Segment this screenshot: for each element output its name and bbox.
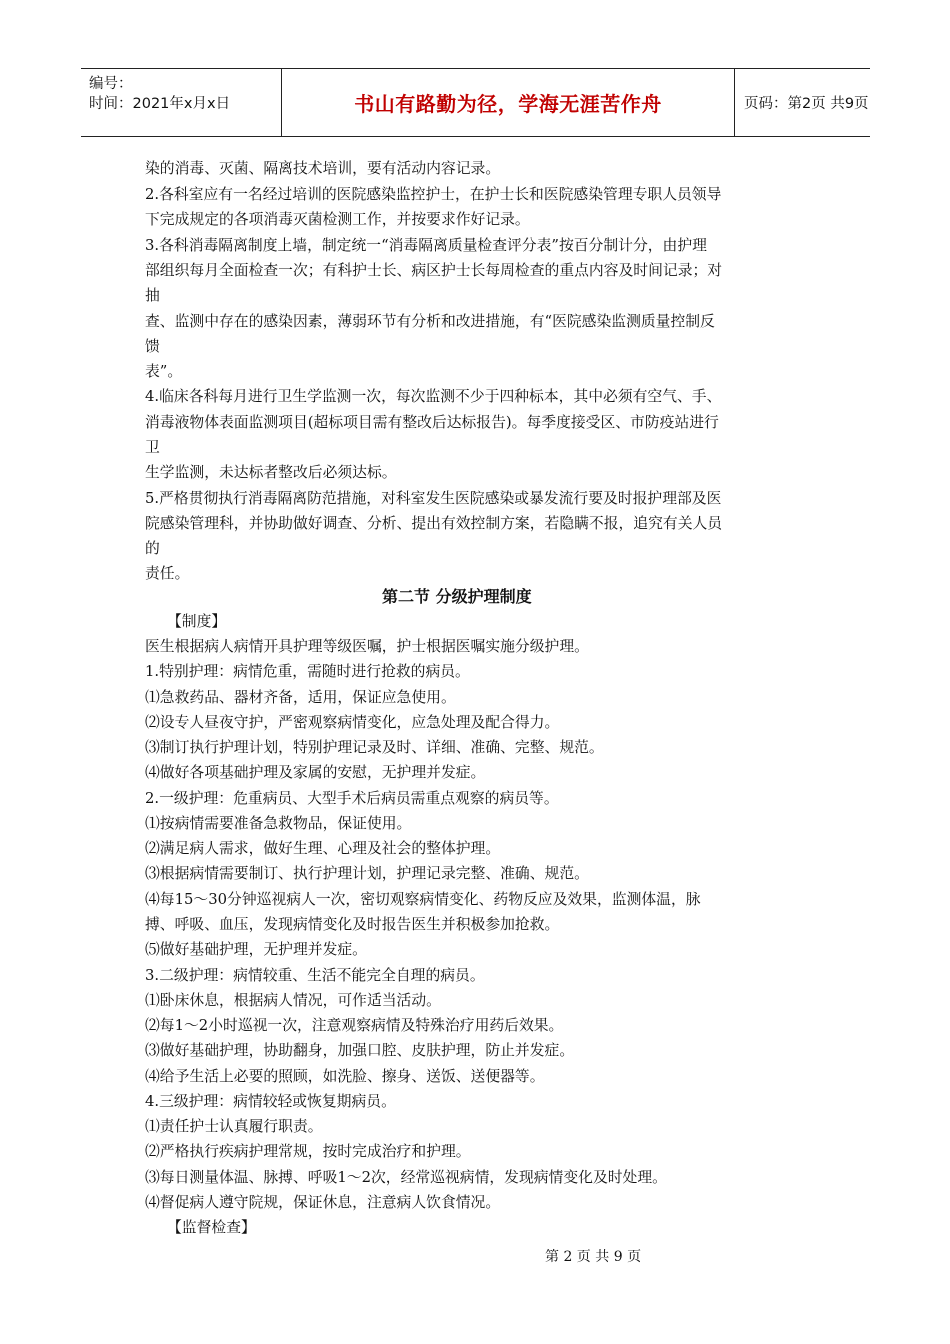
text-line: 抽 bbox=[145, 287, 160, 304]
text-line: ⑶做好基础护理，协助翻身，加强口腔、皮肤护理，防止并发症。 bbox=[145, 1042, 575, 1059]
text-line: ⑴急救药品、器材齐备，适用，保证应急使用。 bbox=[145, 689, 456, 706]
text-line: 【制度】 bbox=[167, 613, 227, 630]
text-line: 【监督检查】 bbox=[167, 1219, 256, 1236]
header-page-info: 页码：第2页 共9页 bbox=[744, 96, 869, 112]
text-line: 部组织每月全面检查一次；有科护士长、病区护士长每周检查的重点内容及时间记录；对 bbox=[145, 262, 723, 279]
text-line: 责任。 bbox=[145, 565, 190, 582]
text-line: 下完成规定的各项消毒灭菌检测工作，并按要求作好记录。 bbox=[145, 211, 530, 228]
section-title: 第二节 分级护理制度 bbox=[382, 587, 532, 606]
text-line: 卫 bbox=[145, 439, 160, 456]
text-line: ⑴卧床休息，根据病人情况，可作适当活动。 bbox=[145, 992, 441, 1009]
text-line: ⑷给予生活上必要的照顾，如洗脸、擦身、送饭、送便器等。 bbox=[145, 1068, 545, 1085]
doc-date: 时间：2021年x月x日 bbox=[89, 96, 231, 112]
text-line: ⑷督促病人遵守院规，保证休息，注意病人饮食情况。 bbox=[145, 1194, 501, 1211]
text-line: 1.特别护理：病情危重，需随时进行抢救的病员。 bbox=[145, 663, 470, 680]
text-line: 的 bbox=[145, 540, 160, 557]
header-page-cell bbox=[734, 69, 870, 136]
text-line: ⑶制订执行护理计划，特别护理记录及时、详细、准确、完整、规范。 bbox=[145, 739, 604, 756]
text-line: ⑷做好各项基础护理及家属的安慰，无护理并发症。 bbox=[145, 764, 486, 781]
text-line: ⑶根据病情需要制订、执行护理计划，护理记录完整、准确、规范。 bbox=[145, 865, 589, 882]
header-meta bbox=[81, 69, 281, 136]
header-motto-cell bbox=[281, 69, 735, 136]
text-line: 3.二级护理：病情较重、生活不能完全自理的病员。 bbox=[145, 967, 485, 984]
text-line: 消毒液物体表面监测项目(超标项目需有整改后达标报告)。每季度接受区、市防疫站进行 bbox=[145, 414, 719, 431]
text-line: 4.三级护理：病情较轻或恢复期病员。 bbox=[145, 1093, 396, 1110]
text-line: ⑶每日测量体温、脉搏、呼吸1～2次，经常巡视病情，发现病情变化及时处理。 bbox=[145, 1169, 667, 1186]
text-line: 3.各科消毒隔离制度上墙，制定统一“消毒隔离质量检查评分表”按百分制计分，由护理 bbox=[145, 237, 707, 254]
text-line: 馈 bbox=[145, 338, 160, 355]
text-line: ⑵每1～2小时巡视一次，注意观察病情及特殊治疗用药后效果。 bbox=[145, 1017, 564, 1034]
text-line: 查、监测中存在的感染因素，薄弱环节有分析和改进措施，有“医院感染监测质量控制反 bbox=[145, 313, 715, 330]
text-line: ⑵严格执行疾病护理常规，按时完成治疗和护理。 bbox=[145, 1143, 471, 1160]
text-line: 2.各科室应有一名经过培训的医院感染监控护士，在护士长和医院感染管理专职人员领导 bbox=[145, 186, 722, 203]
text-line: 染的消毒、灭菌、隔离技术培训，要有活动内容记录。 bbox=[145, 160, 501, 177]
text-line: 5.严格贯彻执行消毒隔离防范措施，对科室发生医院感染或暴发流行要及时报护理部及医 bbox=[145, 490, 722, 507]
text-line: 表”。 bbox=[145, 363, 183, 380]
text-line: 搏、呼吸、血压，发现病情变化及时报告医生并积极参加抢救。 bbox=[145, 916, 560, 933]
text-line: ⑵设专人昼夜守护，严密观察病情变化，应急处理及配合得力。 bbox=[145, 714, 560, 731]
text-line: 4.临床各科每月进行卫生学监测一次，每次监测不少于四种标本，其中必须有空气、手、 bbox=[145, 388, 722, 405]
text-line: ⑴责任护士认真履行职责。 bbox=[145, 1118, 323, 1135]
text-line: 医生根据病人病情开具护理等级医嘱，护士根据医嘱实施分级护理。 bbox=[145, 638, 589, 655]
doc-code-label: 编号： bbox=[89, 76, 133, 92]
page-footer: 第 2 页 共 9 页 bbox=[545, 1249, 642, 1265]
text-line: 院感染管理科，并协助做好调查、分析、提出有效控制方案，若隐瞒不报，追究有关人员 bbox=[145, 515, 723, 532]
text-line: ⑸做好基础护理，无护理并发症。 bbox=[145, 941, 367, 958]
text-line: 2.一级护理：危重病员、大型手术后病员需重点观察的病员等。 bbox=[145, 790, 559, 807]
text-line: ⑴按病情需要准备急救物品，保证使用。 bbox=[145, 815, 412, 832]
page-header bbox=[81, 68, 870, 137]
text-line: ⑵满足病人需求，做好生理、心理及社会的整体护理。 bbox=[145, 840, 501, 857]
text-line: 生学监测，未达标者整改后必须达标。 bbox=[145, 464, 397, 481]
text-line: ⑷每15～30分钟巡视病人一次，密切观察病情变化、药物反应及效果，监测体温，脉 bbox=[145, 891, 701, 908]
header-motto: 书山有路勤为径，学海无涯苦作舟 bbox=[354, 92, 662, 116]
